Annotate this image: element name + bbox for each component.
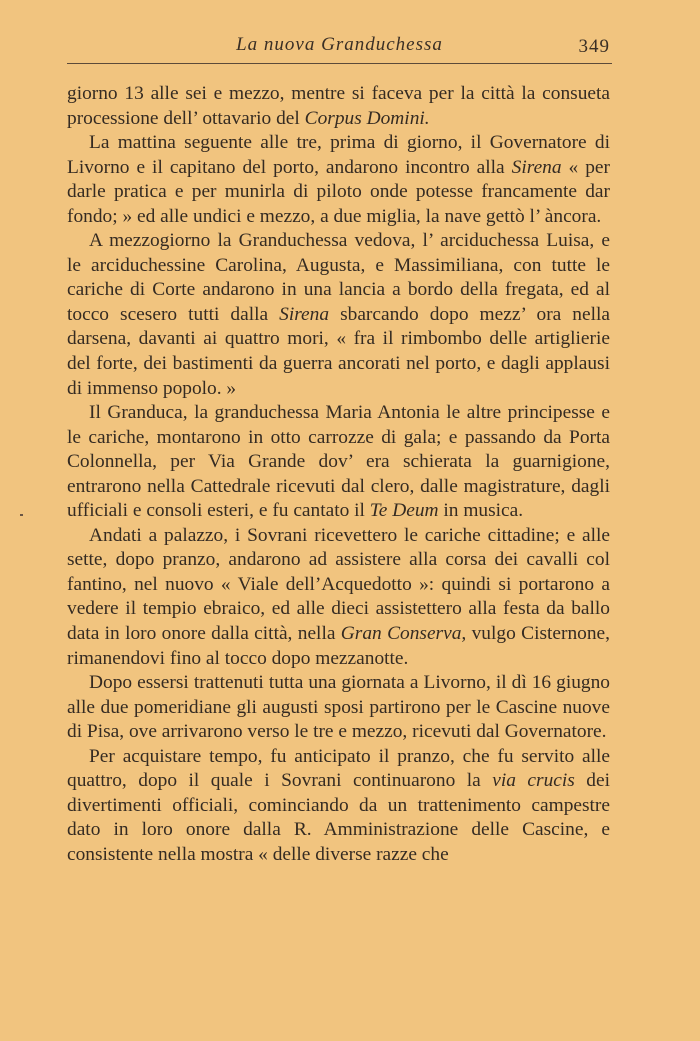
paragraph: [67, 671, 610, 745]
text-run: Dopo essersi trattenuti tutta una giornata a Livorno, il dì 16 giugno alle due pomeridiane gli augusti sposi partirono per le Cascine nuove di Pisa, ove arrivarono verso le tre e mezzo, ricevuti dal Governatore.: [67, 672, 610, 743]
text-run: Il Granduca, la granduchessa Maria Antonia le altre principesse e le cariche, montarono in otto carrozze di gala; e passando da Porta Colonnella, per Via Grande dov’ era schierata la guarnigione, entrarono nella Cattedrale ricevuti dal clero, dalle magistrature, dagli ufficiali e consoli esteri, e fu cantato il: [67, 402, 610, 522]
text-run: « per darle pratica e per munirla di piloto onde potesse francamente dar fondo; » ed alle undici e mezzo, a due miglia, la nave gettò l’ àncora.: [67, 156, 610, 227]
text-run: vulgo Cisternone, rimanendovi fino al tocco dopo mezzanotte.: [67, 623, 610, 669]
text-run: sbarcando dopo mezz’ ora nella darsena, davanti ai quattro mori, « fra il rimbombo delle artiglierie del forte, dei bastimenti da guerra ancorati nel porto, e dagli applausi di immenso popolo. »: [67, 303, 610, 399]
italic-text: Gran Conserva,: [340, 623, 467, 645]
header-rule: [67, 63, 612, 64]
paragraph: [67, 229, 610, 401]
italic-text: Sirena: [511, 156, 562, 178]
paragraph: [67, 401, 610, 524]
paragraph: [67, 745, 610, 868]
paragraph: [67, 131, 610, 229]
italic-text: via crucis: [492, 770, 575, 792]
text-run: Andati a palazzo, i Sovrani ricevettero le cariche cittadine; e alle sette, dopo pranzo, andarono ad assistere alla corsa dei cavalli col fantino, nel nuovo « Viale dell’Acquedotto »: quindi si portarono a vedere il tempio ebraico, ed alle dieci assistettero alla festa da ballo data in loro onore dalla città, nella: [67, 524, 610, 645]
text-run: Per acquistare tempo, fu anticipato il pranzo, che fu servito alle quattro, dopo il quale i Sovrani continuarono la: [67, 745, 610, 792]
text-run: A mezzogiorno la Granduchessa vedova, l’ arciduchessa Luisa, e le arciduchessine Carolina, Augusta, e Massimiliana, con tutte le cariche di Corte andarono in una lancia a bordo della fregata, ed al tocco scesero tutti dalla: [67, 230, 610, 325]
margin-mark: [20, 514, 23, 516]
page-header: [67, 30, 612, 64]
italic-text: Sirena: [279, 303, 330, 325]
text-run: La mattina seguente alle tre, prima di giorno, il Governatore di Livorno e il capitano del porto, andarono incontro alla: [67, 132, 610, 178]
paragraph: [67, 524, 610, 671]
italic-text: Te Deum: [369, 500, 439, 522]
text-run: in musica.: [438, 500, 524, 522]
text-run: giorno 13 alle sei e mezzo, mentre si faceva per la città la consueta processione dell’ ottavario del: [67, 83, 610, 129]
paragraph: [67, 82, 610, 131]
body-text: [67, 82, 610, 868]
page-number: 349: [578, 36, 610, 57]
running-title: La nuova Granduchessa: [236, 34, 443, 55]
italic-text: Corpus Domini.: [304, 107, 430, 129]
text-run: dei divertimenti officiali, cominciando da un trattenimento campestre dato in loro onore dalla R. Amministrazione delle Cascine, e consistente nella mostra « delle diverse razze che: [67, 770, 610, 865]
